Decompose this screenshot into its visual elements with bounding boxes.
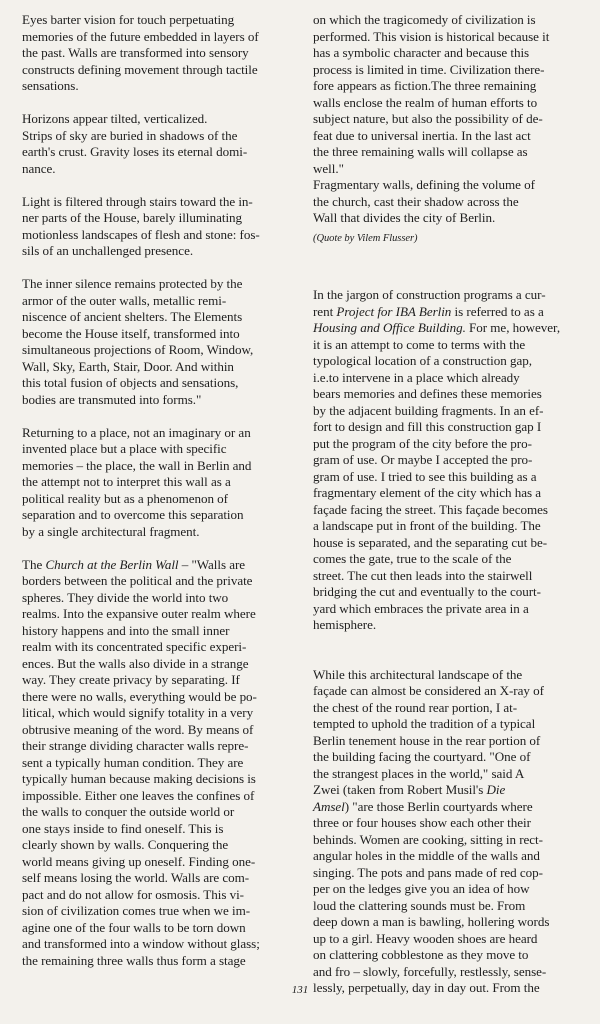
text-line: tempted to uphold the tradition of a typical [313, 716, 536, 731]
text-line: loud the clattering sounds must be. From [313, 897, 526, 913]
text-line: bears memories and defines these memories [313, 386, 542, 401]
text-line: Eyes barter vision for touch perpetuating [22, 12, 235, 27]
text-line: walls enclose the realm of human efforts to [313, 94, 538, 110]
text-line: clearly shown by walls. Conquering the [22, 837, 229, 852]
text-line: The Church at the Berlin Wall – "Walls are [22, 556, 246, 572]
italic-title: Die [486, 782, 506, 797]
text-line: simultaneous projections of Room, Window, [22, 342, 254, 357]
paragraph [313, 287, 583, 634]
text-line: fragmentary element of the city which has a [313, 485, 541, 500]
text-line: this total fusion of objects and sensations, [22, 375, 239, 390]
text-line: pact and do not allow for osmosis. This vi- [22, 886, 244, 902]
text-line: by a single architectural fragment. [22, 523, 200, 539]
text-line: and transformed into a window without glass; [22, 936, 260, 951]
paragraph [22, 194, 292, 260]
text-line: façade facing the street. This façade becomes [313, 501, 548, 517]
text-line: street. The cut then leads into the stairwell [313, 567, 533, 583]
text-line: litical, which would signify totality in a very [22, 705, 254, 720]
text-line: The inner silence remains protected by the [22, 276, 243, 291]
text-line: political reality but as a phenomenon of [22, 490, 228, 506]
text-line: niscence of ancient shelters. The Elements [22, 309, 243, 324]
right-column [313, 12, 583, 997]
text-line: sent a typically human condition. They are [22, 754, 244, 770]
text-line: per on the ledges give you an idea of how [313, 881, 530, 896]
text-line: Berlin tenement house in the rear portion of [313, 732, 541, 748]
text-line: the remaining three walls thus form a stage [22, 952, 246, 968]
text-line: self means losing the world. Walls are com- [22, 870, 250, 885]
italic-title: Housing and Office Building. [313, 320, 466, 335]
text-line: history happens and into the small inner [22, 622, 230, 638]
text-line: yard which embraces the private area in a [313, 600, 529, 616]
text-line: Fragmentary walls, defining the volume of [313, 177, 535, 192]
text-line: spheres. They divide the world into two [22, 589, 229, 605]
paragraph [22, 276, 292, 408]
text-line: fort to design and fill this construction gap I [313, 419, 542, 434]
text-line: singing. The pots and pans made of red cop- [313, 864, 543, 880]
text-line: lessly, perpetually, day in day out. From the [313, 980, 540, 995]
text-line: agine one of the four walls to be torn down [22, 919, 246, 935]
text-line: memories of the future embedded in layers of [22, 28, 259, 44]
text-line: memories – the place, the wall in Berlin and [22, 457, 252, 473]
text-line: Strips of sky are buried in shadows of the [22, 127, 238, 143]
text-line: obtrusive meaning of the word. By means of [22, 721, 254, 737]
page-number: 131 [291, 984, 309, 996]
text-line: ner parts of the House, barely illuminating [22, 210, 243, 225]
text-line: sensations. [22, 78, 79, 93]
left-column [22, 12, 292, 969]
text-line: performed. This vision is historical because it [313, 28, 550, 44]
text-line: i.e.to intervene in a place which already [313, 369, 520, 385]
text-line: Light is filtered through stairs toward the in- [22, 193, 253, 209]
text-line: angular holes in the middle of the walls and [313, 848, 540, 863]
text-line: put the program of the city before the pro- [313, 435, 532, 451]
text-line: bridging the cut and eventually to the court- [313, 584, 541, 599]
text-line: deep down a man is bawling, hollering words [313, 914, 550, 929]
text-line: the strangest places in the world," said A [313, 765, 525, 781]
text-line: three or four houses show each other their [313, 815, 531, 830]
text-line: their strange dividing character walls repre- [22, 738, 249, 753]
text-line: earth's crust. Gravity loses its eternal domi- [22, 144, 248, 159]
text-line: there were no walls, everything would be po- [22, 688, 257, 704]
text-line: the chest of the round rear portion, I at- [313, 699, 518, 715]
text-line: well." [313, 160, 344, 176]
paragraph [22, 425, 292, 541]
text-line: invented place but a place with specific [22, 441, 227, 456]
text-line: the church, cast their shadow across the [313, 193, 519, 209]
text-line: realms. Into the expansive outer realm where [22, 606, 256, 621]
text-line: separation and to overcome this separation [22, 507, 244, 522]
text-line: become the House itself, transformed into [22, 325, 240, 341]
text-line: house is separated, and the separating cut be- [313, 534, 548, 550]
text-line: way. They create privacy by separating. If [22, 672, 240, 687]
text-line: impossible. Either one leaves the confines of [22, 787, 255, 803]
text-line: Amsel) "are those Berlin courtyards where [313, 798, 533, 814]
text-line: sion of civilization comes true when we im- [22, 903, 251, 918]
text-line: Returning to a place, not an imaginary or an [22, 424, 251, 440]
text-line: it is an attempt to come to terms with the [313, 336, 526, 352]
text-line: gram of use. Or maybe I accepted the pro- [313, 452, 533, 467]
text-line: subject nature, but also the possibility of de- [313, 111, 543, 126]
quote-source: (Quote by Vilem Flusser) [313, 232, 418, 244]
text-line: Housing and Office Building. For me, however, [313, 320, 561, 335]
text-line: and fro – slowly, forcefully, restlessly, sense- [313, 963, 547, 979]
text-line: Wall, Sky, Earth, Stair, Door. And within [22, 358, 234, 374]
paragraph [22, 12, 292, 95]
text-line: Horizons appear tilted, verticalized. [22, 111, 208, 126]
text-line: sils of an unchallenged presence. [22, 243, 194, 258]
paragraph [313, 12, 583, 227]
text-line: While this architectural landscape of the [313, 666, 523, 682]
text-line: comes the gate, true to the scale of the [313, 551, 512, 566]
text-line: rent Project for IBA Berlin is referred to as a [313, 303, 544, 319]
text-line: by the adjacent building fragments. In an ef- [313, 402, 544, 418]
text-line: realm with its concentrated specific experi- [22, 639, 247, 654]
text-line: ences. But the walls also divide in a strange [22, 655, 249, 671]
text-line: armor of the outer walls, metallic remi- [22, 292, 227, 308]
italic-title: Amsel [313, 798, 345, 814]
text-line: the attempt not to interpret this wall as a [22, 474, 231, 489]
text-line: process is limited in time. Civilization there- [313, 61, 545, 77]
text-line: one stays inside to find oneself. This is [22, 820, 224, 836]
text-line: behinds. Women are cooking, sitting in rect- [313, 831, 543, 847]
text-line: feat due to universal inertia. In the last act [313, 127, 531, 143]
text-line: hemisphere. [313, 617, 377, 632]
text-line: on which the tragicomedy of civilization is [313, 12, 536, 27]
text-line: bodies are transmuted into forms." [22, 391, 202, 407]
text-line: borders between the political and the private [22, 573, 253, 588]
text-line: Wall that divides the city of Berlin. [313, 210, 496, 225]
text-line: the three remaining walls will collapse as [313, 144, 528, 159]
text-line: Zwei (taken from Robert Musil's Die [313, 782, 506, 797]
text-line: a landscape put in front of the building. The [313, 518, 541, 533]
italic-title: Church at the Berlin Wall [45, 556, 179, 572]
italic-title: Project for IBA Berlin [336, 303, 452, 319]
paragraph [313, 667, 583, 997]
text-line: nance. [22, 160, 56, 176]
text-line: façade can almost be considered an X-ray of [313, 683, 544, 698]
text-line: the building facing the courtyard. "One of [313, 749, 531, 764]
text-line: In the jargon of construction programs a cur- [313, 287, 546, 302]
text-line: on clattering cobblestone as they move to [313, 947, 529, 962]
text-line: typological location of a construction gap, [313, 353, 532, 368]
paragraph [22, 111, 292, 177]
text-line: motionless landscapes of flesh and stone: fos- [22, 226, 260, 242]
paragraph [22, 557, 292, 970]
text-line: the past. Walls are transformed into sensory [22, 45, 249, 60]
text-line: world means giving up oneself. Finding one- [22, 853, 256, 869]
text-line: the walls to conquer the outside world or [22, 804, 235, 819]
text-line: typically human because making decisions is [22, 771, 256, 786]
text-line: gram of use. I tried to see this building as a [313, 468, 537, 484]
text-line: up to a girl. Heavy wooden shoes are heard [313, 930, 538, 946]
text-line: fore appears as fiction.The three remaining [313, 78, 537, 93]
text-line: constructs defining movement through tactile [22, 61, 258, 77]
text-line: has a symbolic character and because this [313, 45, 530, 60]
